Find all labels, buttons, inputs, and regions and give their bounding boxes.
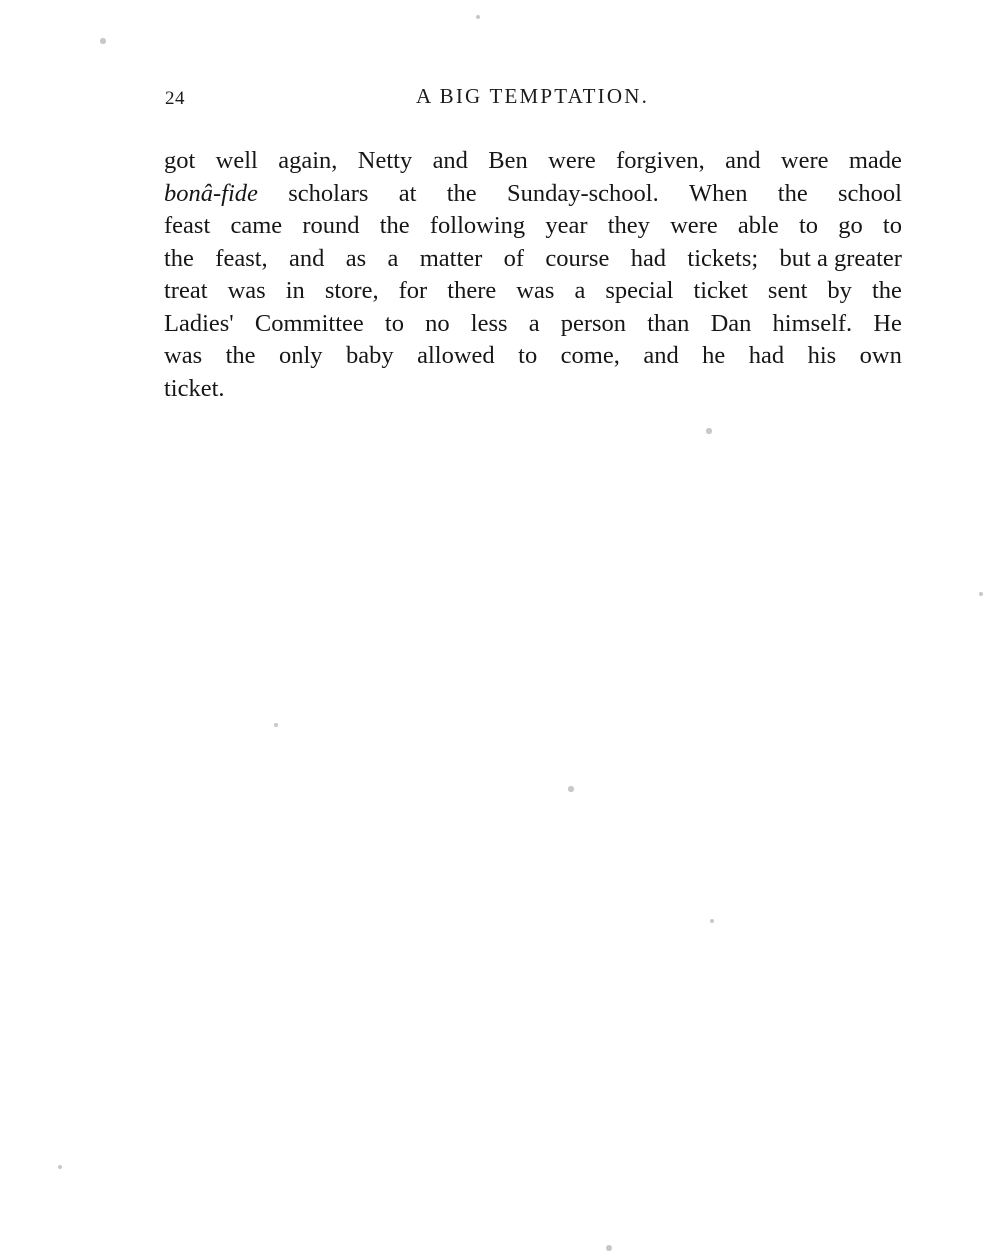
text-line (164, 308, 902, 341)
word: a (574, 277, 586, 304)
word: course (545, 244, 610, 272)
word: own (859, 342, 902, 369)
word: made (848, 147, 902, 174)
word: feast (164, 212, 211, 239)
scan-speck (476, 15, 481, 20)
scan-speck (58, 1165, 63, 1170)
word: allowed (417, 342, 495, 369)
word: bonâ-fide (164, 179, 258, 207)
word: a (387, 244, 399, 272)
word: a (528, 309, 540, 337)
word: again, (278, 147, 338, 174)
word: at (398, 179, 417, 207)
word: was (164, 342, 203, 369)
text-line (164, 340, 902, 373)
word: himself. (772, 309, 853, 337)
text-line (164, 275, 902, 308)
word: year (545, 212, 588, 239)
word: treat (164, 277, 208, 304)
word: no (425, 309, 450, 337)
word: Dan (710, 309, 752, 337)
word: ticket (693, 277, 748, 304)
word: school (837, 179, 902, 207)
word: store, (324, 277, 379, 304)
word: the (225, 342, 256, 369)
page-number: 24 (165, 88, 185, 109)
word: were (780, 147, 829, 174)
text-line (164, 210, 902, 243)
word: go (838, 212, 863, 239)
scan-speck (710, 919, 715, 924)
word: and (725, 147, 761, 174)
scan-speck (706, 428, 711, 433)
word: Sunday-school. (506, 179, 659, 207)
scan-speck (979, 592, 984, 597)
word: When (688, 179, 748, 207)
word: and (643, 342, 679, 369)
word: following (429, 212, 526, 239)
word: the (164, 244, 194, 272)
word: his (807, 342, 837, 369)
scan-speck (100, 38, 105, 43)
word: the (446, 179, 477, 207)
word: to (882, 212, 902, 239)
word: Ladies' (164, 309, 234, 337)
word: to (798, 212, 818, 239)
word: the (871, 277, 902, 304)
word: less (470, 309, 508, 337)
word: baby (346, 342, 394, 369)
word: sent (767, 277, 808, 304)
word: tickets; (687, 244, 759, 272)
word: they (607, 212, 650, 239)
word: was (227, 277, 266, 304)
word: in (285, 277, 305, 304)
word: and (289, 244, 325, 272)
scan-speck (606, 1245, 611, 1250)
word: forgiven, (616, 147, 705, 174)
word: as (345, 244, 367, 272)
word: was (516, 277, 555, 304)
word: to (518, 342, 538, 369)
word: got (164, 147, 196, 174)
word: special (605, 277, 674, 304)
text-line (164, 373, 902, 406)
word: only (278, 342, 323, 369)
word: had (630, 244, 667, 272)
word: of (503, 244, 525, 272)
word: were (548, 147, 596, 174)
text-line (164, 145, 902, 178)
page-header (165, 84, 900, 110)
word: feast, (215, 244, 268, 272)
text-line (164, 178, 902, 211)
word: scholars (288, 179, 369, 207)
word: Ben (488, 147, 528, 174)
word: there (447, 277, 497, 304)
word: the (777, 179, 808, 207)
word: He (873, 309, 902, 337)
word: by (827, 277, 852, 304)
word: had (748, 342, 785, 369)
word: the (379, 212, 410, 239)
word: able (737, 212, 779, 239)
scan-speck (274, 723, 279, 728)
text-line (164, 243, 902, 276)
word: and (432, 147, 468, 174)
word: matter (419, 244, 483, 272)
word: Netty (357, 147, 413, 174)
word: person (560, 309, 627, 337)
word: ticket. (164, 374, 225, 402)
word: to (384, 309, 404, 337)
word: came (230, 212, 283, 239)
word: but a greater (779, 244, 902, 272)
word: were (670, 212, 718, 239)
scan-speck (568, 786, 573, 791)
word: for (398, 277, 428, 304)
running-head-title: A BIG TEMPTATION. (415, 84, 650, 108)
word: Committee (254, 309, 364, 337)
word: he (702, 342, 726, 369)
word: than (647, 309, 690, 337)
word: well (215, 147, 258, 174)
word: round (302, 212, 360, 239)
word: come, (560, 342, 620, 369)
body-paragraph (164, 145, 902, 405)
